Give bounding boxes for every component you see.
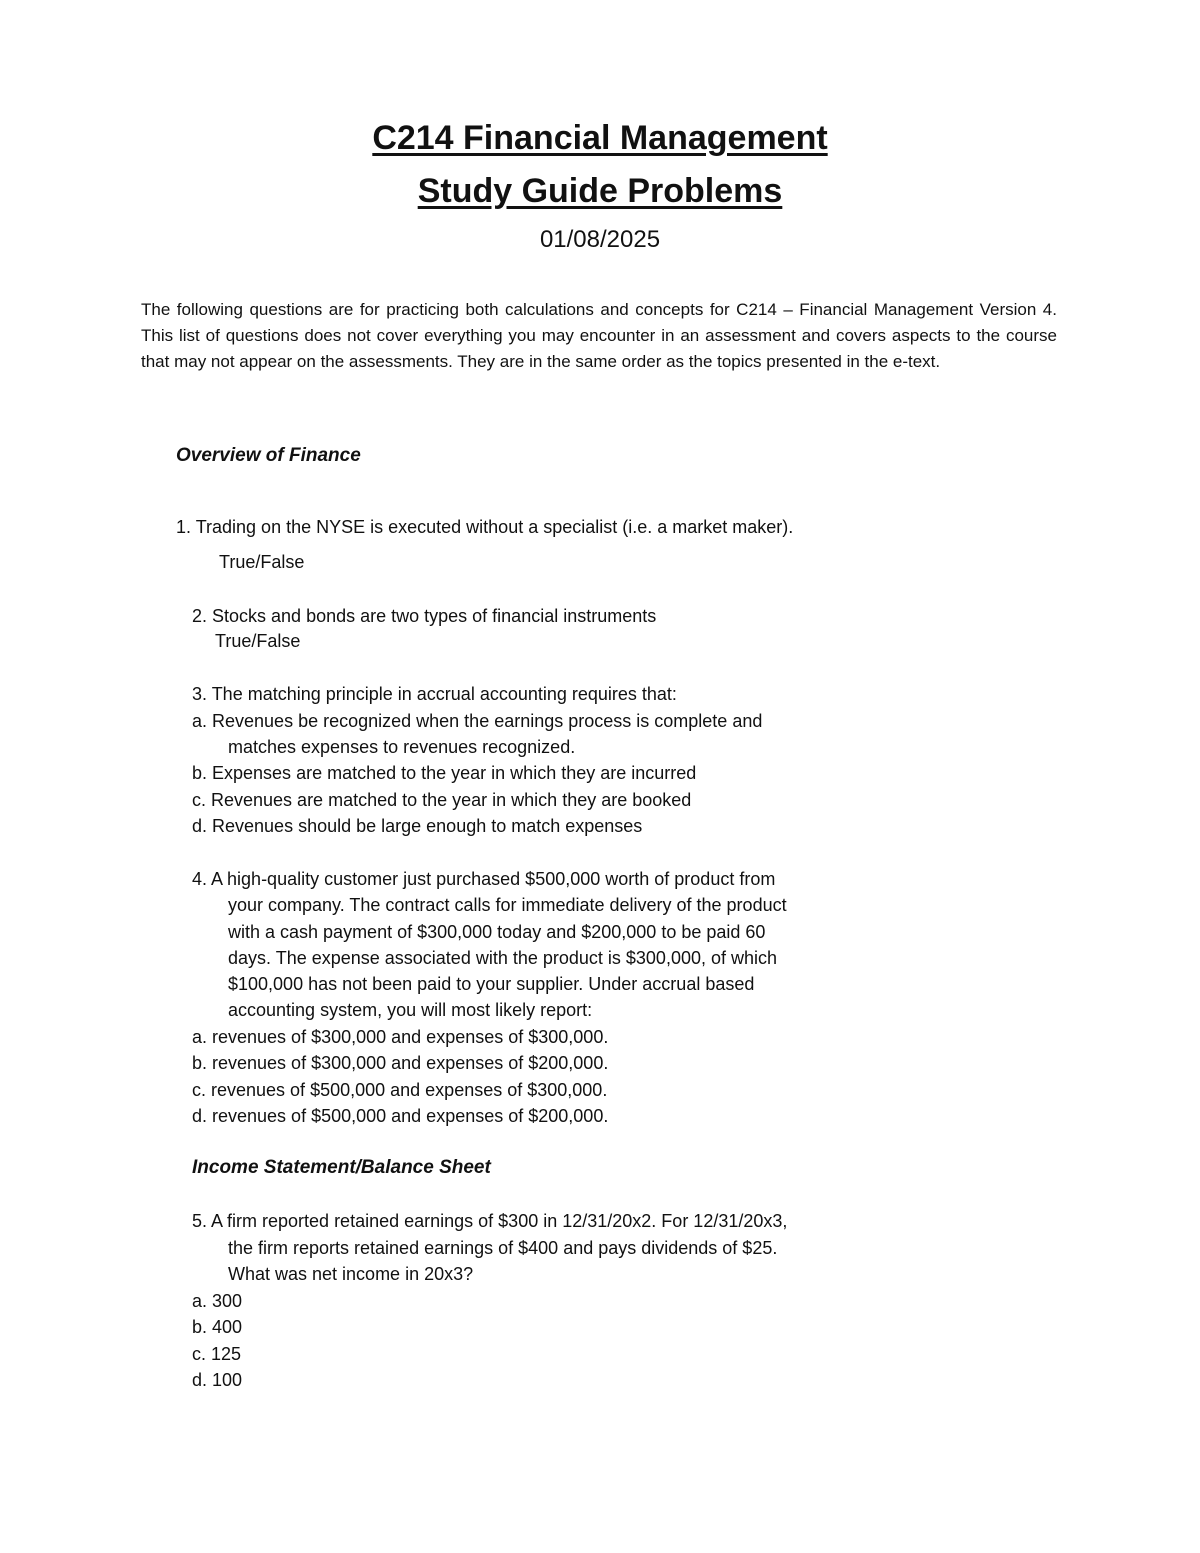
question-5-line-3: What was net income in 20x3? [228,1264,474,1284]
document-date: 01/08/2025 [539,226,661,253]
question-3-option-d: d. Revenues should be large enough to match expenses [192,816,643,836]
question-3-option-c: c. Revenues are matched to the year in which they are booked [192,790,692,810]
question-4-line-4: days. The expense associated with the product is $300,000, of which [228,948,778,968]
question-4-option-d: d. revenues of $500,000 and expenses of $200,000. [192,1106,609,1126]
question-1: 1. Trading on the NYSE is executed without a specialist (i.e. a market maker). [176,517,794,537]
question-4: 4. A high-quality customer just purchased $500,000 worth of product from [192,869,776,889]
section-heading-overview: Overview of Finance [176,445,361,466]
question-3-option-a: a. Revenues be recognized when the earnings process is complete and [192,711,763,731]
intro-paragraph: The following questions are for practicing both calculations and concepts for C214 – Financial Management Version 4. This list of questions does not cover everything you may encounter in an assessment and covers aspects to the course that may not appear on the assessments. They are in the same order as the topics presented in the e-text. [141,300,1057,371]
question-5-option-c: c. 125 [192,1344,242,1364]
question-4-option-c: c. revenues of $500,000 and expenses of $300,000. [192,1080,608,1100]
question-3: 3. The matching principle in accrual accounting requires that: [192,684,677,704]
question-3-option-a-cont: matches expenses to revenues recognized. [228,737,576,757]
question-5-option-a: a. 300 [192,1291,243,1311]
question-4-line-3: with a cash payment of $300,000 today and $200,000 to be paid 60 [228,922,766,942]
question-4-line-6: accounting system, you will most likely report: [228,1000,593,1020]
question-5-line-2: the firm reports retained earnings of $400 and pays dividends of $25. [228,1238,778,1258]
section-heading-income: Income Statement/Balance Sheet [192,1157,491,1178]
document-title: C214 Financial Management [372,119,828,157]
question-5-option-d: d. 100 [192,1370,243,1390]
question-1-answer: True/False [219,552,305,572]
question-3-option-b: b. Expenses are matched to the year in which they are incurred [192,763,697,783]
question-4-option-a: a. revenues of $300,000 and expenses of $300,000. [192,1027,609,1047]
question-5: 5. A firm reported retained earnings of $300 in 12/31/20x2. For 12/31/20x3, [192,1211,788,1231]
question-5-option-b: b. 400 [192,1317,243,1337]
question-4-option-b: b. revenues of $300,000 and expenses of $200,000. [192,1053,609,1073]
question-4-line-2: your company. The contract calls for immediate delivery of the product [228,895,787,915]
question-4-line-5: $100,000 has not been paid to your supplier. Under accrual based [228,974,755,994]
document-subtitle: Study Guide Problems [417,172,783,210]
question-2-answer: True/False [215,631,301,651]
question-2: 2. Stocks and bonds are two types of financial instruments [192,606,657,626]
